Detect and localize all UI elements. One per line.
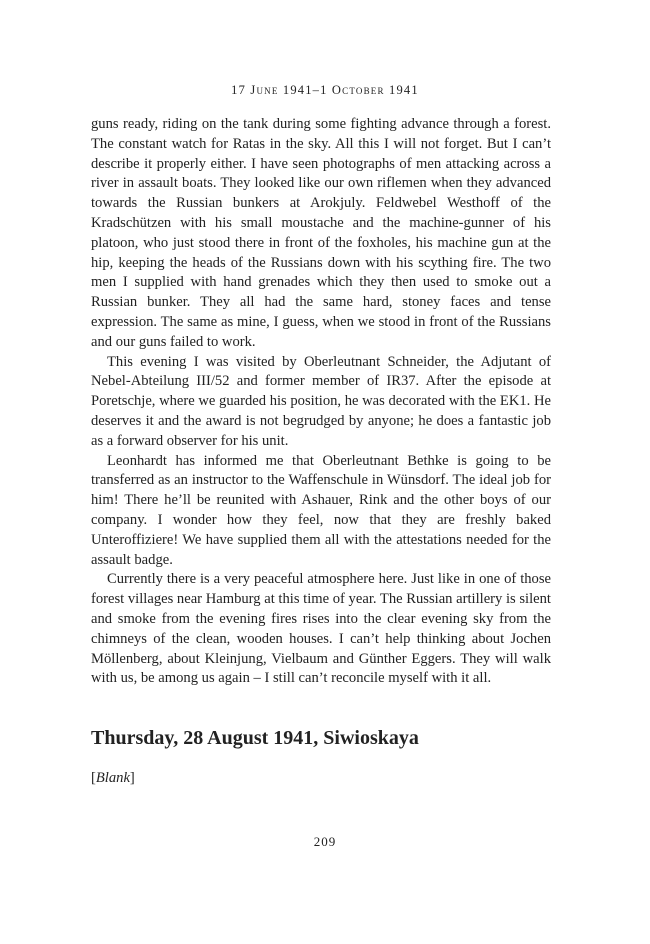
body-text xyxy=(91,115,551,689)
entry-heading: Thursday, 28 August 1941, Siwioskaya xyxy=(91,727,419,749)
paragraph: Leonhardt has informed me that Oberleutnant Bethke is going to be transferred as an instructor to the Waffenschule in Wünsdorf. The ideal job for him! There he’ll be reunited with Ashauer, Rink and the other boys of our company. I wonder how they feel, now that they are freshly baked Unteroffiziere! We have supplied them all with the attestations needed for the assault badge. xyxy=(91,452,551,568)
page-number: 209 xyxy=(313,834,337,849)
paragraph: This evening I was visited by Oberleutnant Schneider, the Adjutant of Nebel-Abteilung III/52 and former member of IR37. After the episode at Poretschje, where we guarded his position, he was decorated with the EK1. He deserves it and the award is not begrudged by anyone; he does a fantastic job as a forward observer for his unit. xyxy=(91,353,551,449)
blank-note-text: Blank xyxy=(95,770,130,786)
bracket-close: ] xyxy=(129,770,135,786)
blank-note xyxy=(91,770,135,787)
bracket-open: [ xyxy=(91,770,96,786)
paragraph: Currently there is a very peaceful atmosphere here. Just like in one of those forest villages near Hamburg at this time of year. The Russian artillery is silent and smoke from the evening fires rises into the clear evening sky from the chimneys of the clean, wooden houses. I can’t help thinking about Jochen Möllenberg, about Kleinjung, Vielbaum and Günther Eggers. They will walk with us, be among us again – I still can’t reconcile myself with it all. xyxy=(91,571,551,687)
paragraph: guns ready, riding on the tank during some fighting advance through a forest. The constant watch for Ratas in the sky. All this I will not forget. But I can’t describe it properly either. I have seen photographs of men attacking across a river in assault boats. They looked like our own riflemen when they advanced towards the Russian bunkers at Arokjuly. Feldwebel Westhoff of the Kradschützen with his small moustache and the machine-gunner of his platoon, who just stood there in front of the foxholes, his machine gun at the hip, keeping the heads of the Russians down with his scything fire. The two men I supplied with hand grenades which they then used to smoke out a Russian bunker. They all had the same hard, stoney faces and tense expression. The same as mine, I guess, when we stood in front of the Russians and our guns failed to work. xyxy=(91,116,551,350)
running-head: 17 June 1941–1 October 1941 xyxy=(231,83,419,97)
